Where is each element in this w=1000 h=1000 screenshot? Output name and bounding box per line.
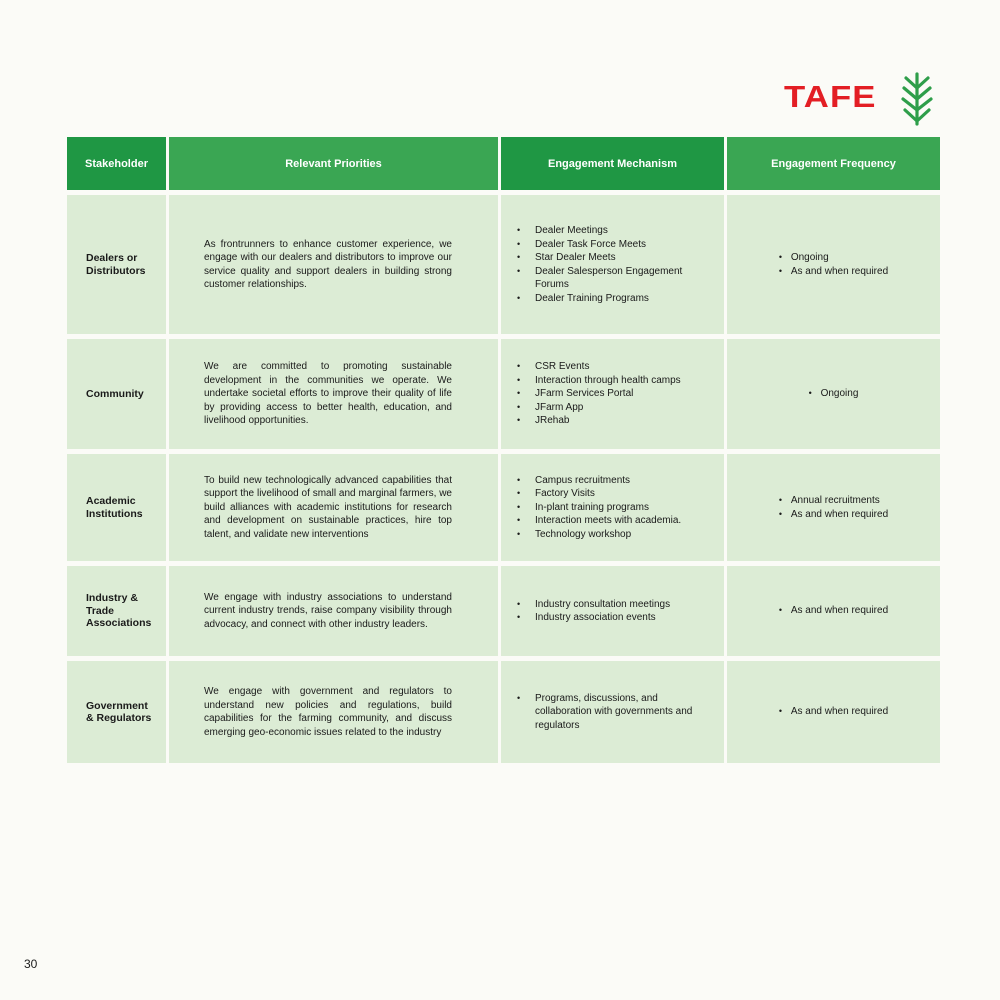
mechanism-item: • CSR Events	[517, 360, 681, 374]
frequency-list	[779, 604, 888, 618]
header-engagement-frequency: Engagement Frequency	[727, 137, 940, 190]
frequency-cell	[727, 661, 940, 763]
frequency-item: • As and when required	[779, 508, 888, 522]
frequency-cell	[727, 454, 940, 561]
priorities-text: We engage with government and regulators to understand new policies and regulations, build capabilities for the farming community, and discuss emerging geo-economic issues related to the industry	[204, 686, 452, 738]
mechanism-list	[517, 224, 714, 305]
frequency-cell	[727, 195, 940, 334]
mechanism-item: • Factory Visits	[517, 487, 681, 501]
mechanism-item: • Industry consultation meetings	[517, 598, 670, 612]
frequency-list	[779, 705, 888, 719]
header-relevant-priorities: Relevant Priorities	[169, 137, 498, 190]
mechanism-item: • Interaction meets with academia.	[517, 514, 681, 528]
stakeholder-cell	[67, 661, 166, 763]
tafe-logo	[784, 66, 936, 126]
frequency-item: • As and when required	[779, 265, 888, 279]
mechanism-item: • Dealer Training Programs	[517, 292, 714, 306]
stakeholder-cell	[67, 339, 166, 449]
mechanism-cell	[501, 566, 724, 656]
mechanism-list	[517, 598, 670, 625]
priorities-text: We are committed to promoting sustainable development in the communities we operate. We undertake societal efforts to improve their quality of life by providing access to better health, education, and livelihood opportunities.	[204, 361, 452, 427]
priorities-cell	[169, 454, 498, 561]
priorities-text: As frontrunners to enhance customer experience, we engage with our dealers and distributors to improve our service quality and support dealers in building strong customer relationships.	[204, 238, 452, 290]
priorities-text: To build new technologically advanced capabilities that support the livelihood of small and marginal farmers, we build alliances with academic institutions for research and development on sustainable practices, hire top talent, and validate new interventions	[204, 474, 452, 540]
stakeholder-cell	[67, 566, 166, 656]
stakeholder-name: Academic Institutions	[86, 495, 143, 520]
mechanism-list	[517, 360, 681, 428]
mechanism-cell	[501, 339, 724, 449]
mechanism-item: • Programs, discussions, and collaboration with governments and regulators	[517, 692, 714, 733]
frequency-cell	[727, 566, 940, 656]
header-stakeholder: Stakeholder	[67, 137, 166, 190]
leaf-icon	[898, 66, 936, 126]
frequency-item: • Ongoing	[779, 251, 888, 265]
mechanism-cell	[501, 454, 724, 561]
mechanism-item: • Dealer Salesperson Engagement Forums	[517, 265, 714, 292]
mechanism-item: • Dealer Meetings	[517, 224, 714, 238]
frequency-item: • Ongoing	[809, 387, 859, 401]
mechanism-item: • Technology workshop	[517, 528, 681, 542]
mechanism-item: • Campus recruitments	[517, 474, 681, 488]
stakeholder-name: Community	[86, 387, 144, 400]
stakeholder-engagement-table	[67, 137, 940, 763]
frequency-cell	[727, 339, 940, 449]
priorities-cell	[169, 339, 498, 449]
page-number: 30	[24, 957, 38, 971]
frequency-list	[779, 251, 888, 278]
header-engagement-mechanism: Engagement Mechanism	[501, 137, 724, 190]
mechanism-item: • Interaction through health camps	[517, 374, 681, 388]
logo-text: TAFE	[784, 78, 877, 114]
priorities-text: We engage with industry associations to understand current industry trends, raise company visibility through advocacy, and connect with other industry leaders.	[204, 591, 452, 630]
frequency-item: • As and when required	[779, 705, 888, 719]
mechanism-item: • Industry association events	[517, 611, 670, 625]
mechanism-item: • Dealer Task Force Meets	[517, 238, 714, 252]
stakeholder-cell	[67, 195, 166, 334]
frequency-item: • Annual recruitments	[779, 494, 888, 508]
frequency-list	[779, 494, 888, 521]
mechanism-item: • Star Dealer Meets	[517, 251, 714, 265]
frequency-list	[809, 387, 859, 401]
mechanism-list	[517, 692, 714, 733]
stakeholder-cell	[67, 454, 166, 561]
mechanism-item: • JFarm App	[517, 401, 681, 415]
mechanism-cell	[501, 661, 724, 763]
priorities-cell	[169, 566, 498, 656]
stakeholder-name: Government & Regulators	[86, 699, 152, 724]
mechanism-cell	[501, 195, 724, 334]
stakeholder-name: Industry & Trade Associations	[86, 592, 152, 630]
stakeholder-name: Dealers or Distributors	[86, 252, 146, 277]
mechanism-item: • JRehab	[517, 414, 681, 428]
frequency-item: • As and when required	[779, 604, 888, 618]
mechanism-item: • In-plant training programs	[517, 501, 681, 515]
priorities-cell	[169, 195, 498, 334]
mechanism-item: • JFarm Services Portal	[517, 387, 681, 401]
mechanism-list	[517, 474, 681, 542]
priorities-cell	[169, 661, 498, 763]
